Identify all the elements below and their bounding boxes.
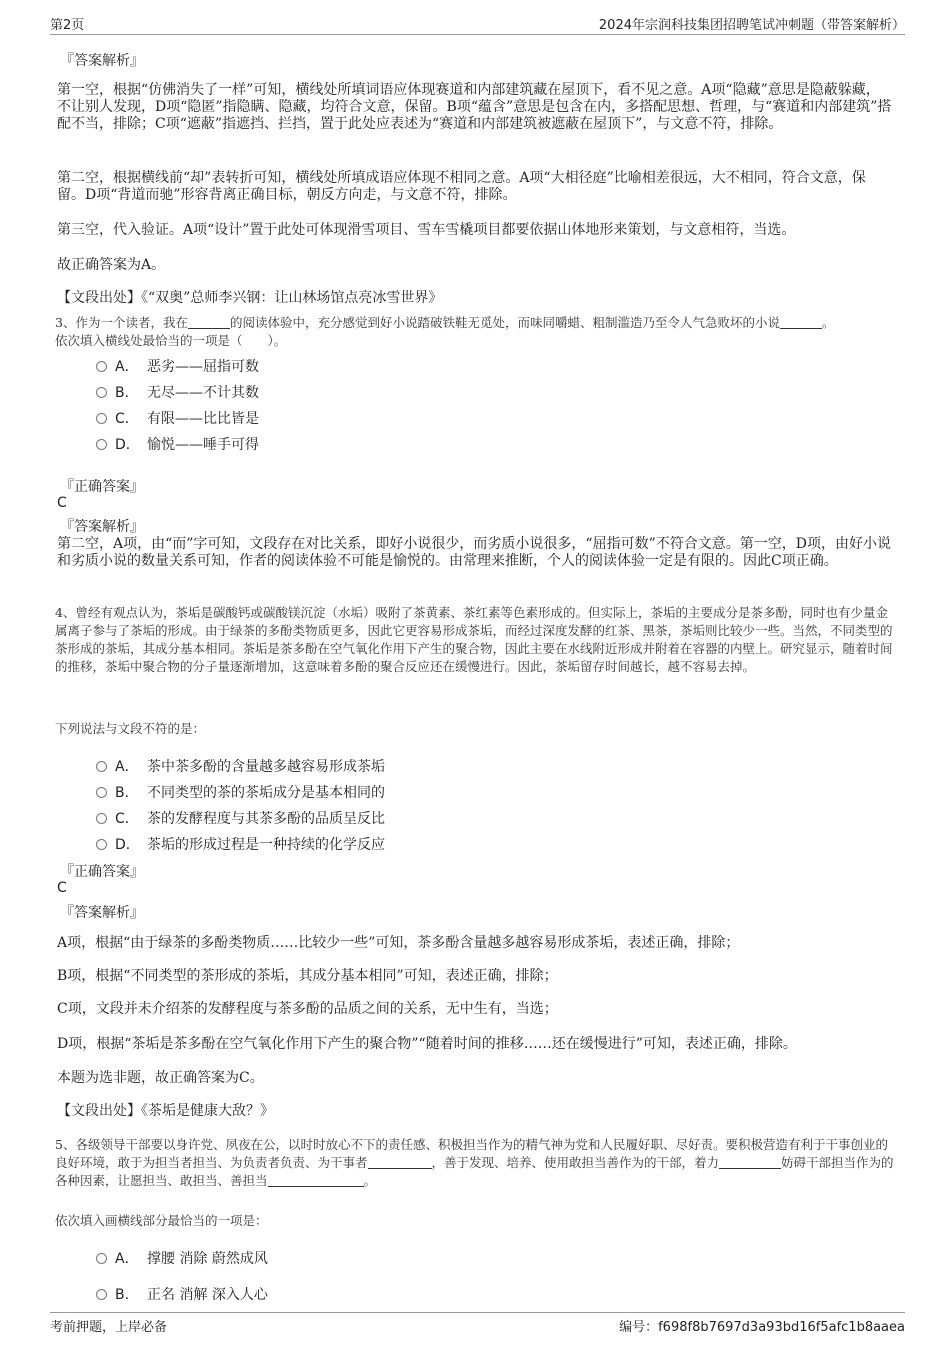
q3-analysis: 第二空，A项，由“而”字可知，文段存在对比关系，即好小说很少，而劣质小说很多，“屈指可数”不符合文意。第一空，D项，由好小说和劣质小说的数量关系可知，作者的阅读体验不可能是愉悦的。由常理来推断，个人的阅读体验一定是有限的。因此C项正确。 <box>57 536 891 569</box>
q4-option-c[interactable]: C． 茶的发酵程度与其茶多酚的品质呈反比 <box>96 808 385 828</box>
radio-icon[interactable] <box>96 1253 107 1264</box>
q4-source: 【文段出处】《茶垢是健康大敌？》 <box>57 1103 274 1119</box>
document-id: 编号：f698f8b7697d3a93bd16f5afc1b8aaea <box>619 1320 905 1335</box>
q2-analysis-para4: 故正确答案为A。 <box>57 257 166 273</box>
q2-analysis-para1: 第一空，根据“仿佛消失了一样”可知，横线处所填词语应体现赛道和内部建筑藏在屋顶下，看不见之意。A项“隐藏”意思是隐蔽躲藏，不让别人发现，D项“隐匿”指隐瞒、隐藏，均符合文意，保留。B项“蕴含”意思是包含在内，多搭配思想、哲理，与“赛道和内部建筑”搭配不当，排除；C项“遮蔽”指遮挡、拦挡，置于此处应表述为“赛道和内部建筑被遮蔽在屋顶下”，与文意不符，排除。 <box>57 82 892 132</box>
radio-icon[interactable] <box>96 413 107 424</box>
page-header <box>50 14 905 35</box>
radio-icon[interactable] <box>96 1289 107 1300</box>
q5-blank-1 <box>368 1156 432 1169</box>
q3-blank-1 <box>188 316 230 329</box>
q2-analysis-label: 『答案解析』 <box>60 53 144 69</box>
q5-option-b[interactable]: B． 正名 消解 深入人心 <box>96 1284 268 1304</box>
q3-option-d[interactable]: D． 愉悦——唾手可得 <box>96 434 259 454</box>
q4-option-b[interactable]: B． 不同类型的茶的茶垢成分是基本相同的 <box>96 782 385 802</box>
q4-analysis-b: B项，根据“不同类型的茶形成的茶垢，其成分基本相同”可知，表述正确，排除； <box>57 968 558 984</box>
radio-icon[interactable] <box>96 839 107 850</box>
q3-option-c[interactable]: C． 有限——比比皆是 <box>96 408 259 428</box>
q4-analysis-c: C项，文段并未介绍茶的发酵程度与茶多酚的品质之间的关系，无中生有，当选； <box>57 1001 558 1017</box>
radio-icon[interactable] <box>96 787 107 798</box>
q3-option-b[interactable]: B． 无尽——不计其数 <box>96 382 259 402</box>
q3-correct-label: 『正确答案』 <box>60 479 144 495</box>
page-number: 第2页 <box>50 18 85 33</box>
q4-passage: 4、曾经有观点认为，茶垢是碳酸钙或碳酸镁沉淀（水垢）吸附了茶黄素、茶红素等色素形成的。但实际上，茶垢的主要成分是茶多酚，同时也有少量金属离子参与了茶垢的形成。由于绿茶的多酚类物质更多，因此它更容易形成茶垢，而经过深度发酵的红茶、黑茶，茶垢则比较少一些。当然，不同类型的茶形成的茶垢，其成分基本相同。茶垢是茶多酚在空气氧化作用下产生的聚合物，因此主要在水线附近形成并附着在容器的内壁上。研究显示，随着时间的推移，茶垢中聚合物的分子量逐渐增加，这意味着多酚的聚合反应还在缓慢进行。因此，茶垢留存时间越长，越不容易去掉。 <box>55 605 893 674</box>
radio-icon[interactable] <box>96 813 107 824</box>
q5-prompt: 依次填入画横线部分最恰当的一项是： <box>55 1213 268 1228</box>
q4-correct-answer: C <box>57 880 67 896</box>
footer-slogan: 考前押题，上岸必备 <box>50 1320 168 1335</box>
q4-correct-label: 『正确答案』 <box>60 864 144 880</box>
q4-analysis-label: 『答案解析』 <box>60 905 144 921</box>
q5-option-a[interactable]: A． 撑腰 消除 蔚然成风 <box>96 1248 268 1268</box>
q4-prompt: 下列说法与文段不符的是： <box>55 721 206 736</box>
q4-option-a[interactable]: A． 茶中茶多酚的含量越多越容易形成茶垢 <box>96 756 385 776</box>
q3-correct-answer: C <box>57 495 67 511</box>
q3-option-a[interactable]: A． 恶劣——屈指可数 <box>96 356 259 376</box>
q2-source: 【文段出处】《“双奥”总师李兴钢：让山林场馆点亮冰雪世界》 <box>57 290 443 306</box>
radio-icon[interactable] <box>96 439 107 450</box>
page-footer <box>50 1312 905 1335</box>
q2-analysis-para3: 第三空，代入验证。A项“设计”置于此处可体现滑雪项目、雪车雪橇项目都要依据山体地形来策划，与文意相符，当选。 <box>57 222 796 238</box>
q4-analysis-a: A项，根据“由于绿茶的多酚类物质……比较少一些”可知，茶多酚含量越多越容易形成茶垢，表述正确，排除； <box>57 935 740 951</box>
radio-icon[interactable] <box>96 387 107 398</box>
q4-analysis-conclusion: 本题为选非题，故正确答案为C。 <box>57 1070 264 1086</box>
q3-stem: 3、作为一个读者，我在 的阅读体验中，充分感觉到好小说踏破铁鞋无觅处，而味同嚼蜡、粗制滥造乃至令人气急败坏的小说 。 依次填入横线处最恰当的一项是（ ）。 <box>55 315 835 348</box>
q4-option-d[interactable]: D． 茶垢的形成过程是一种持续的化学反应 <box>96 834 385 854</box>
document-title: 2024年宗润科技集团招聘笔试冲刺题（带答案解析） <box>598 18 905 33</box>
q4-analysis-d: D项，根据“茶垢是茶多酚在空气氧化作用下产生的聚合物”“随着时间的推移……还在缓慢进行”可知，表述正确，排除。 <box>57 1036 797 1052</box>
q3-blank-2 <box>780 316 822 329</box>
radio-icon[interactable] <box>96 761 107 772</box>
radio-icon[interactable] <box>96 361 107 372</box>
q3-analysis-label: 『答案解析』 <box>60 519 144 535</box>
q5-blank-3 <box>268 1174 364 1187</box>
q2-analysis-para2: 第二空，根据横线前“却”表转折可知，横线处所填成语应体现不相同之意。A项“大相径庭”比喻相差很远，大不相同，符合文意，保留。D项“背道而驰”形容背离正确目标，朝反方向走，与文意不符，排除。 <box>57 170 866 203</box>
q5-blank-2 <box>719 1156 781 1169</box>
q5-stem: 5、各级领导干部要以身许党、夙夜在公，以时时放心不下的责任感、积极担当作为的精气神为党和人民履好职、尽好责。要积极营造有利于干事创业的良好环境，敢于为担当者担当、为负责者负责、为干事者 ，善于发现、培养、使用敢担当善作为的干部，着力 妨碍干部担当作为的各种因素，让愿担当、敢担当、善担当 。 <box>55 1137 894 1188</box>
